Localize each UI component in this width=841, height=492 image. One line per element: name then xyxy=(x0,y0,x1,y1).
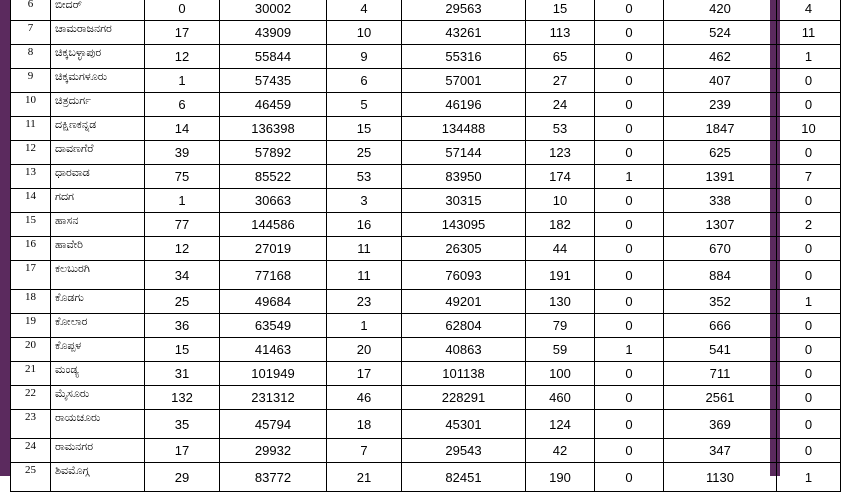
value-cell-col-7: 239 xyxy=(664,93,777,117)
serial-number-cell: 6 xyxy=(11,0,51,21)
value-cell-col-3: 23 xyxy=(327,290,402,314)
value-cell-col-4: 134488 xyxy=(402,117,526,141)
value-cell-col-5: 124 xyxy=(526,410,595,439)
value-cell-col-3: 9 xyxy=(327,45,402,69)
value-cell-col-3: 3 xyxy=(327,189,402,213)
table-row xyxy=(11,21,841,45)
value-cell-col-2: 231312 xyxy=(220,386,327,410)
value-cell-col-5: 15 xyxy=(526,0,595,21)
value-cell-col-6: 0 xyxy=(595,69,664,93)
value-cell-col-4: 45301 xyxy=(402,410,526,439)
district-name-cell: ಕೋಲಾರ xyxy=(51,314,145,338)
table-row xyxy=(11,0,841,21)
value-cell-col-7: 462 xyxy=(664,45,777,69)
table-row xyxy=(11,261,841,290)
value-cell-col-4: 62804 xyxy=(402,314,526,338)
value-cell-col-7: 352 xyxy=(664,290,777,314)
table-row xyxy=(11,410,841,439)
value-cell-col-5: 113 xyxy=(526,21,595,45)
district-name-cell: ಚಿಕ್ಕಮಗಳೂರು xyxy=(51,69,145,93)
table-row xyxy=(11,463,841,492)
value-cell-col-6: 0 xyxy=(595,45,664,69)
value-cell-col-1: 1 xyxy=(145,69,220,93)
value-cell-col-4: 43261 xyxy=(402,21,526,45)
value-cell-col-1: 77 xyxy=(145,213,220,237)
value-cell-col-5: 182 xyxy=(526,213,595,237)
value-cell-col-5: 174 xyxy=(526,165,595,189)
value-cell-col-4: 46196 xyxy=(402,93,526,117)
value-cell-col-3: 25 xyxy=(327,141,402,165)
value-cell-col-3: 4 xyxy=(327,0,402,21)
value-cell-col-7: 407 xyxy=(664,69,777,93)
value-cell-col-4: 76093 xyxy=(402,261,526,290)
value-cell-col-6: 1 xyxy=(595,165,664,189)
value-cell-col-7: 670 xyxy=(664,237,777,261)
value-cell-col-1: 1 xyxy=(145,189,220,213)
value-cell-col-4: 29563 xyxy=(402,0,526,21)
value-cell-col-5: 53 xyxy=(526,117,595,141)
district-name-cell: ಶಿವಮೊಗ್ಗ xyxy=(51,463,145,492)
value-cell-col-3: 18 xyxy=(327,410,402,439)
value-cell-col-3: 20 xyxy=(327,338,402,362)
value-cell-col-7: 1391 xyxy=(664,165,777,189)
table-row xyxy=(11,338,841,362)
value-cell-col-5: 191 xyxy=(526,261,595,290)
value-cell-col-2: 55844 xyxy=(220,45,327,69)
value-cell-col-3: 46 xyxy=(327,386,402,410)
table-row xyxy=(11,314,841,338)
table-row xyxy=(11,439,841,463)
value-cell-col-1: 36 xyxy=(145,314,220,338)
value-cell-col-8: 0 xyxy=(777,141,841,165)
value-cell-col-6: 0 xyxy=(595,0,664,21)
value-cell-col-5: 190 xyxy=(526,463,595,492)
value-cell-col-4: 29543 xyxy=(402,439,526,463)
district-name-cell: ಕಲಬುರಗಿ xyxy=(51,261,145,290)
value-cell-col-8: 1 xyxy=(777,45,841,69)
value-cell-col-8: 0 xyxy=(777,93,841,117)
table-row xyxy=(11,117,841,141)
value-cell-col-7: 884 xyxy=(664,261,777,290)
serial-number-cell: 9 xyxy=(11,69,51,93)
value-cell-col-8: 0 xyxy=(777,439,841,463)
table-row xyxy=(11,189,841,213)
district-name-cell: ಮೈಸೂರು xyxy=(51,386,145,410)
value-cell-col-4: 228291 xyxy=(402,386,526,410)
value-cell-col-8: 1 xyxy=(777,290,841,314)
value-cell-col-5: 59 xyxy=(526,338,595,362)
value-cell-col-5: 44 xyxy=(526,237,595,261)
value-cell-col-1: 39 xyxy=(145,141,220,165)
table-row xyxy=(11,165,841,189)
value-cell-col-6: 0 xyxy=(595,213,664,237)
value-cell-col-5: 123 xyxy=(526,141,595,165)
value-cell-col-3: 5 xyxy=(327,93,402,117)
table-row xyxy=(11,141,841,165)
serial-number-cell: 11 xyxy=(11,117,51,141)
value-cell-col-2: 85522 xyxy=(220,165,327,189)
value-cell-col-8: 11 xyxy=(777,21,841,45)
district-name-cell: ರಾಯಚೂರು xyxy=(51,410,145,439)
value-cell-col-1: 75 xyxy=(145,165,220,189)
district-data-table xyxy=(10,0,841,492)
value-cell-col-1: 12 xyxy=(145,45,220,69)
value-cell-col-8: 0 xyxy=(777,189,841,213)
value-cell-col-2: 83772 xyxy=(220,463,327,492)
value-cell-col-5: 42 xyxy=(526,439,595,463)
value-cell-col-8: 0 xyxy=(777,69,841,93)
value-cell-col-4: 57001 xyxy=(402,69,526,93)
value-cell-col-4: 83950 xyxy=(402,165,526,189)
value-cell-col-3: 11 xyxy=(327,237,402,261)
district-name-cell: ಧಾರವಾಡ xyxy=(51,165,145,189)
value-cell-col-3: 53 xyxy=(327,165,402,189)
district-name-cell: ಚಿಕ್ಕಬಳ್ಳಾಪುರ xyxy=(51,45,145,69)
district-name-cell: ಹಾವೇರಿ xyxy=(51,237,145,261)
value-cell-col-2: 46459 xyxy=(220,93,327,117)
district-name-cell: ಕೊಡಗು xyxy=(51,290,145,314)
value-cell-col-2: 63549 xyxy=(220,314,327,338)
value-cell-col-4: 55316 xyxy=(402,45,526,69)
serial-number-cell: 24 xyxy=(11,439,51,463)
value-cell-col-5: 100 xyxy=(526,362,595,386)
value-cell-col-2: 43909 xyxy=(220,21,327,45)
value-cell-col-3: 17 xyxy=(327,362,402,386)
district-name-cell: ಮಂಡ್ಯ xyxy=(51,362,145,386)
serial-number-cell: 22 xyxy=(11,386,51,410)
value-cell-col-7: 338 xyxy=(664,189,777,213)
serial-number-cell: 18 xyxy=(11,290,51,314)
value-cell-col-8: 0 xyxy=(777,410,841,439)
serial-number-cell: 16 xyxy=(11,237,51,261)
value-cell-col-5: 24 xyxy=(526,93,595,117)
district-name-cell: ಚಿತ್ರದುರ್ಗ xyxy=(51,93,145,117)
serial-number-cell: 17 xyxy=(11,261,51,290)
serial-number-cell: 25 xyxy=(11,463,51,492)
value-cell-col-3: 10 xyxy=(327,21,402,45)
value-cell-col-1: 29 xyxy=(145,463,220,492)
district-name-cell: ದಕ್ಷಿಣಕನ್ನಡ xyxy=(51,117,145,141)
value-cell-col-3: 6 xyxy=(327,69,402,93)
value-cell-col-1: 35 xyxy=(145,410,220,439)
value-cell-col-6: 0 xyxy=(595,386,664,410)
value-cell-col-2: 144586 xyxy=(220,213,327,237)
value-cell-col-7: 1847 xyxy=(664,117,777,141)
value-cell-col-3: 7 xyxy=(327,439,402,463)
serial-number-cell: 23 xyxy=(11,410,51,439)
value-cell-col-7: 541 xyxy=(664,338,777,362)
district-name-cell: ಚಾಮರಾಜನಗರ xyxy=(51,21,145,45)
serial-number-cell: 15 xyxy=(11,213,51,237)
value-cell-col-5: 10 xyxy=(526,189,595,213)
value-cell-col-7: 625 xyxy=(664,141,777,165)
value-cell-col-1: 15 xyxy=(145,338,220,362)
value-cell-col-6: 0 xyxy=(595,93,664,117)
value-cell-col-2: 49684 xyxy=(220,290,327,314)
value-cell-col-8: 0 xyxy=(777,362,841,386)
value-cell-col-8: 7 xyxy=(777,165,841,189)
value-cell-col-2: 45794 xyxy=(220,410,327,439)
value-cell-col-3: 11 xyxy=(327,261,402,290)
serial-number-cell: 12 xyxy=(11,141,51,165)
value-cell-col-4: 40863 xyxy=(402,338,526,362)
serial-number-cell: 13 xyxy=(11,165,51,189)
value-cell-col-2: 27019 xyxy=(220,237,327,261)
table-row xyxy=(11,290,841,314)
value-cell-col-6: 0 xyxy=(595,362,664,386)
value-cell-col-8: 0 xyxy=(777,237,841,261)
value-cell-col-7: 2561 xyxy=(664,386,777,410)
value-cell-col-4: 30315 xyxy=(402,189,526,213)
value-cell-col-3: 15 xyxy=(327,117,402,141)
value-cell-col-6: 0 xyxy=(595,21,664,45)
value-cell-col-4: 143095 xyxy=(402,213,526,237)
district-name-cell: ಕೊಪ್ಪಳ xyxy=(51,338,145,362)
value-cell-col-1: 14 xyxy=(145,117,220,141)
value-cell-col-7: 666 xyxy=(664,314,777,338)
value-cell-col-6: 0 xyxy=(595,141,664,165)
value-cell-col-2: 57892 xyxy=(220,141,327,165)
value-cell-col-8: 2 xyxy=(777,213,841,237)
serial-number-cell: 21 xyxy=(11,362,51,386)
value-cell-col-4: 82451 xyxy=(402,463,526,492)
serial-number-cell: 10 xyxy=(11,93,51,117)
value-cell-col-4: 101138 xyxy=(402,362,526,386)
value-cell-col-7: 711 xyxy=(664,362,777,386)
serial-number-cell: 7 xyxy=(11,21,51,45)
table-row xyxy=(11,362,841,386)
table-row xyxy=(11,93,841,117)
value-cell-col-1: 25 xyxy=(145,290,220,314)
value-cell-col-1: 31 xyxy=(145,362,220,386)
value-cell-col-1: 132 xyxy=(145,386,220,410)
value-cell-col-2: 101949 xyxy=(220,362,327,386)
value-cell-col-8: 10 xyxy=(777,117,841,141)
value-cell-col-6: 0 xyxy=(595,237,664,261)
serial-number-cell: 14 xyxy=(11,189,51,213)
value-cell-col-8: 0 xyxy=(777,338,841,362)
district-name-cell: ದಾವಣಗೆರೆ xyxy=(51,141,145,165)
value-cell-col-2: 29932 xyxy=(220,439,327,463)
value-cell-col-3: 1 xyxy=(327,314,402,338)
value-cell-col-1: 0 xyxy=(145,0,220,21)
table-row xyxy=(11,386,841,410)
serial-number-cell: 8 xyxy=(11,45,51,69)
value-cell-col-6: 0 xyxy=(595,117,664,141)
value-cell-col-8: 0 xyxy=(777,314,841,338)
table-body xyxy=(11,0,841,492)
value-cell-col-5: 65 xyxy=(526,45,595,69)
district-name-cell: ಗದಗ xyxy=(51,189,145,213)
value-cell-col-8: 0 xyxy=(777,386,841,410)
value-cell-col-8: 0 xyxy=(777,261,841,290)
district-name-cell: ರಾಮನಗರ xyxy=(51,439,145,463)
table-row xyxy=(11,213,841,237)
value-cell-col-6: 0 xyxy=(595,189,664,213)
value-cell-col-6: 0 xyxy=(595,314,664,338)
value-cell-col-6: 0 xyxy=(595,439,664,463)
value-cell-col-5: 27 xyxy=(526,69,595,93)
value-cell-col-2: 136398 xyxy=(220,117,327,141)
serial-number-cell: 19 xyxy=(11,314,51,338)
value-cell-col-4: 57144 xyxy=(402,141,526,165)
value-cell-col-3: 21 xyxy=(327,463,402,492)
district-name-cell: ಬೀದರ್ xyxy=(51,0,145,21)
value-cell-col-7: 420 xyxy=(664,0,777,21)
value-cell-col-1: 17 xyxy=(145,21,220,45)
value-cell-col-1: 12 xyxy=(145,237,220,261)
table-row xyxy=(11,45,841,69)
value-cell-col-4: 49201 xyxy=(402,290,526,314)
value-cell-col-6: 1 xyxy=(595,338,664,362)
value-cell-col-3: 16 xyxy=(327,213,402,237)
value-cell-col-5: 79 xyxy=(526,314,595,338)
value-cell-col-2: 77168 xyxy=(220,261,327,290)
value-cell-col-2: 41463 xyxy=(220,338,327,362)
value-cell-col-7: 369 xyxy=(664,410,777,439)
district-name-cell: ಹಾಸನ xyxy=(51,213,145,237)
value-cell-col-5: 460 xyxy=(526,386,595,410)
value-cell-col-6: 0 xyxy=(595,261,664,290)
value-cell-col-6: 0 xyxy=(595,410,664,439)
value-cell-col-6: 0 xyxy=(595,463,664,492)
value-cell-col-1: 6 xyxy=(145,93,220,117)
value-cell-col-5: 130 xyxy=(526,290,595,314)
table-row xyxy=(11,69,841,93)
value-cell-col-7: 1130 xyxy=(664,463,777,492)
value-cell-col-7: 524 xyxy=(664,21,777,45)
value-cell-col-2: 57435 xyxy=(220,69,327,93)
serial-number-cell: 20 xyxy=(11,338,51,362)
table-row xyxy=(11,237,841,261)
value-cell-col-8: 1 xyxy=(777,463,841,492)
value-cell-col-7: 347 xyxy=(664,439,777,463)
value-cell-col-7: 1307 xyxy=(664,213,777,237)
value-cell-col-8: 4 xyxy=(777,0,841,21)
value-cell-col-1: 34 xyxy=(145,261,220,290)
value-cell-col-2: 30002 xyxy=(220,0,327,21)
value-cell-col-1: 17 xyxy=(145,439,220,463)
value-cell-col-4: 26305 xyxy=(402,237,526,261)
value-cell-col-6: 0 xyxy=(595,290,664,314)
value-cell-col-2: 30663 xyxy=(220,189,327,213)
